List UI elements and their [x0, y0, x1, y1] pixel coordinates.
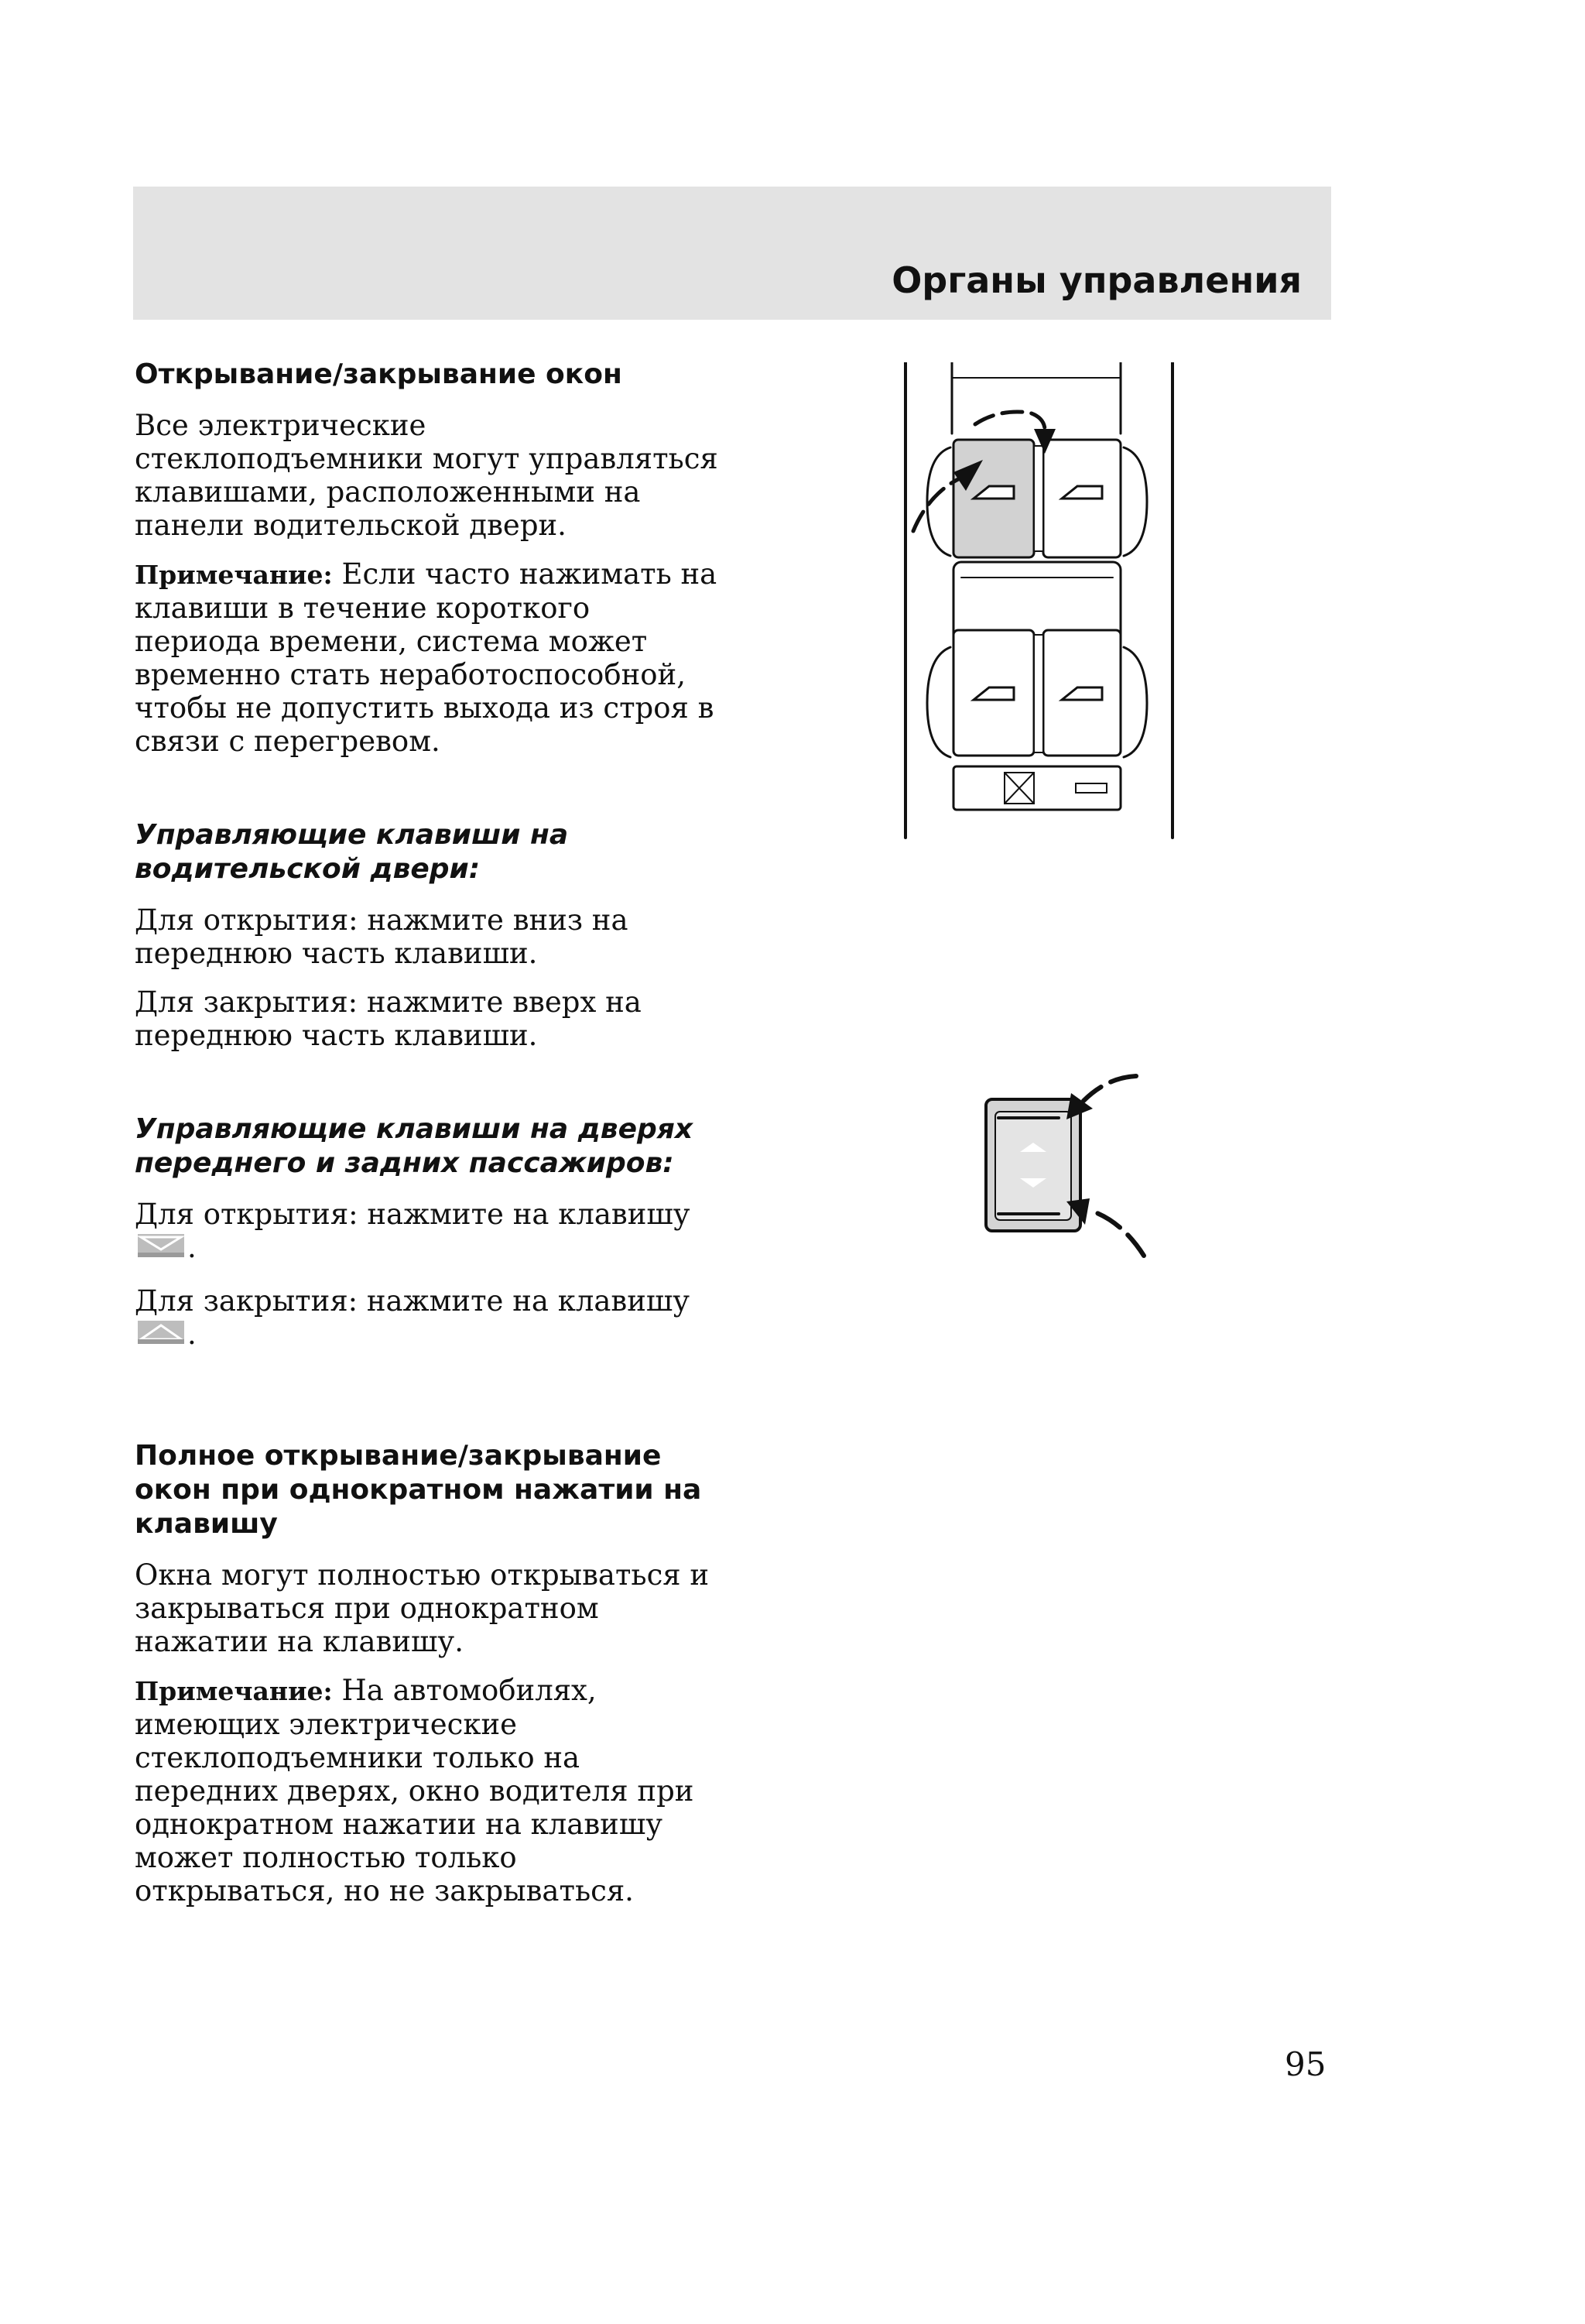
- period: .: [187, 1231, 197, 1264]
- header-band: [133, 187, 1331, 320]
- note-label: Примечание:: [135, 560, 333, 590]
- section-heading-windows: Открывание/закрывание окон: [135, 358, 622, 390]
- note-text: На автомобилях, имеющих электрические стеклоподъемники только на передних дверях, окно водителя при однократном нажатии на клавишу может полностью только открываться, но не закрываться.: [135, 1674, 694, 1908]
- paragraph-driver-close: Для закрытия: нажмите вверх на переднюю часть клавиши.: [135, 985, 642, 1052]
- passenger-window-switch-icon: [975, 1070, 1161, 1274]
- passenger-open-text: Для открытия: нажмите на клавишу: [135, 1198, 690, 1231]
- key-down-symbol-icon: [138, 1231, 184, 1264]
- section-heading-driver-keys: Управляющие клавиши на водительской двери:: [135, 819, 569, 885]
- section-heading-passenger-keys: Управляющие клавиши на дверях переднего и задних пассажиров:: [135, 1113, 693, 1179]
- passenger-close-text: Для закрытия: нажмите на клавишу: [135, 1284, 690, 1318]
- paragraph-passenger-close: [135, 1284, 723, 1356]
- paragraph-one-touch: Окна могут полностью открываться и закрываться при однократном нажатии на клавишу.: [135, 1558, 710, 1658]
- period: .: [187, 1318, 197, 1351]
- paragraph-windows-intro: Все электрические стеклоподъемники могут управляться клавишами, расположенными на панели водительской двери.: [135, 409, 718, 542]
- note-label: Примечание:: [135, 1676, 333, 1706]
- key-up-symbol-icon: [138, 1318, 184, 1351]
- page-header-title: Органы управления: [892, 259, 1302, 301]
- page-number: 95: [1285, 2045, 1327, 2083]
- note-one-touch: [135, 1674, 723, 1908]
- section-heading-one-touch: Полное открывание/закрывание окон при однократном нажатии на клавишу: [135, 1440, 702, 1540]
- paragraph-passenger-open: [135, 1198, 723, 1269]
- paragraph-driver-open: Для открытия: нажмите вниз на переднюю часть клавиши.: [135, 903, 628, 970]
- note-overheat: [135, 557, 723, 758]
- note-text: Если часто нажимать на клавиши в течение короткого периода времени, система может временно стать неработоспособной, чтобы не допустить выхода из строя в связи с перегревом.: [135, 557, 717, 758]
- driver-door-window-switch-panel-icon: [898, 362, 1176, 853]
- content-column: [135, 358, 723, 1923]
